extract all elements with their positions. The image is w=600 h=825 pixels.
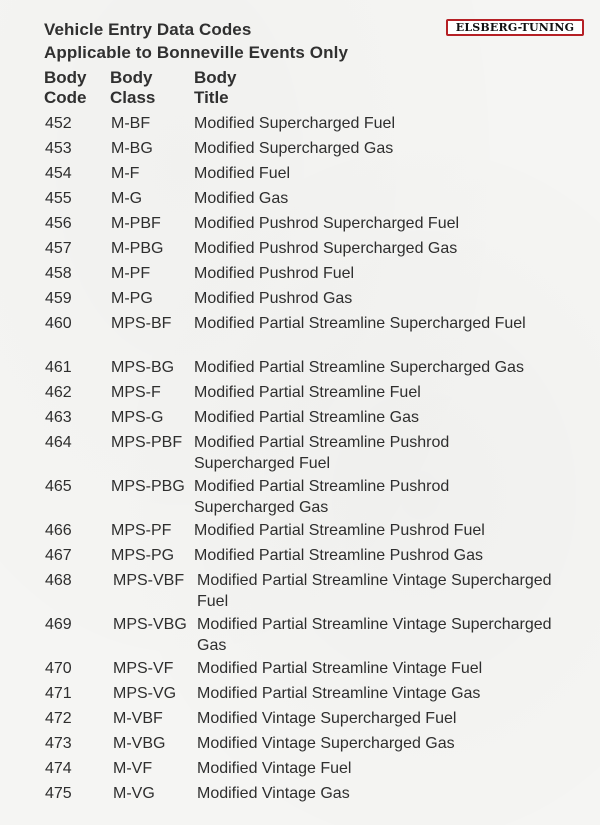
body-title-cell: Modified Vintage Supercharged Fuel	[197, 710, 457, 727]
table-row	[0, 138, 600, 163]
body-title-cell: Modified Partial Streamline Pushrod Supercharged Gas	[194, 478, 450, 516]
body-title-cell: Modified Partial Streamline Gas	[194, 409, 419, 426]
body-class-cell: M-G	[111, 190, 143, 207]
body-code-cell: 455	[45, 190, 72, 207]
body-title-cell: Modified Partial Streamline Vintage Supercharged Fuel	[197, 572, 552, 610]
body-class-cell: M-F	[111, 165, 140, 182]
body-class-cell: MPS-VBF	[113, 572, 185, 589]
body-title-cell: Modified Partial Streamline Vintage Supercharged Gas	[197, 616, 552, 654]
table-row	[0, 683, 600, 708]
table-row	[0, 708, 600, 733]
table-row	[0, 213, 600, 238]
body-class-cell: M-PBF	[111, 215, 161, 232]
body-title-cell: Modified Pushrod Gas	[194, 290, 353, 307]
table-row	[0, 263, 600, 288]
table-row	[0, 614, 600, 658]
body-class-cell: M-VF	[113, 760, 153, 777]
body-class-cell: M-PG	[111, 290, 153, 307]
body-class-cell: M-PBG	[111, 240, 164, 257]
body-code-cell: 461	[45, 359, 72, 376]
body-title-cell: Modified Partial Streamline Vintage Fuel	[197, 660, 483, 677]
body-class-cell: MPS-PF	[111, 522, 172, 539]
body-class-cell: M-VG	[113, 785, 155, 802]
body-title-cell: Modified Partial Streamline Vintage Gas	[197, 685, 481, 702]
document-subtitle: Applicable to Bonneville Events Only	[44, 43, 348, 62]
table-row	[0, 570, 600, 614]
table-row	[0, 382, 600, 407]
body-code-cell: 474	[45, 760, 72, 777]
body-code-cell: 470	[45, 660, 72, 677]
body-code-cell: 465	[45, 478, 72, 495]
body-class-cell: M-BG	[111, 140, 153, 157]
table-row	[0, 313, 600, 357]
body-class-cell: MPS-F	[111, 384, 161, 401]
codes-table	[0, 113, 600, 808]
body-code-cell: 466	[45, 522, 72, 539]
body-code-cell: 457	[45, 240, 72, 257]
table-row	[0, 545, 600, 570]
body-class-cell: MPS-PG	[111, 547, 175, 564]
body-title-cell: Modified Partial Streamline Supercharged Gas	[194, 359, 524, 376]
body-code-cell: 467	[45, 547, 72, 564]
body-code-cell: 463	[45, 409, 72, 426]
table-row	[0, 520, 600, 545]
body-title-cell: Modified Vintage Supercharged Gas	[197, 735, 455, 752]
body-title-cell: Modified Partial Streamline Pushrod Supercharged Fuel	[194, 434, 450, 472]
table-row	[0, 783, 600, 808]
table-row	[0, 658, 600, 683]
body-title-cell: Modified Partial Streamline Pushrod Gas	[194, 547, 484, 564]
table-row	[0, 733, 600, 758]
body-class-cell: MPS-PBF	[111, 434, 183, 451]
column-header-body-code: Body Code	[44, 68, 87, 107]
table-row	[0, 113, 600, 138]
table-row	[0, 163, 600, 188]
body-title-cell: Modified Partial Streamline Fuel	[194, 384, 421, 401]
column-header-body-class: Body Class	[110, 68, 156, 107]
document-title: Vehicle Entry Data Codes	[44, 20, 252, 39]
table-row	[0, 758, 600, 783]
body-code-cell: 460	[45, 315, 72, 332]
body-title-cell: Modified Partial Streamline Pushrod Fuel	[194, 522, 485, 539]
body-code-cell: 452	[45, 115, 72, 132]
body-code-cell: 458	[45, 265, 72, 282]
body-class-cell: MPS-VG	[113, 685, 177, 702]
body-title-cell: Modified Vintage Fuel	[197, 760, 352, 777]
table-row	[0, 288, 600, 313]
body-title-cell: Modified Supercharged Fuel	[194, 115, 396, 132]
body-class-cell: M-PF	[111, 265, 151, 282]
body-title-cell: Modified Pushrod Fuel	[194, 265, 355, 282]
body-code-cell: 462	[45, 384, 72, 401]
table-row	[0, 476, 600, 520]
body-class-cell: MPS-BG	[111, 359, 175, 376]
body-code-cell: 456	[45, 215, 72, 232]
body-code-cell: 471	[45, 685, 72, 702]
body-code-cell: 468	[45, 572, 72, 589]
body-class-cell: MPS-BF	[111, 315, 172, 332]
body-code-cell: 464	[45, 434, 72, 451]
body-code-cell: 472	[45, 710, 72, 727]
body-class-cell: M-VBG	[113, 735, 166, 752]
body-code-cell: 454	[45, 165, 72, 182]
body-class-cell: M-BF	[111, 115, 151, 132]
body-code-cell: 453	[45, 140, 72, 157]
body-code-cell: 473	[45, 735, 72, 752]
body-class-cell: MPS-PBG	[111, 478, 185, 495]
body-class-cell: M-VBF	[113, 710, 163, 727]
body-code-cell: 459	[45, 290, 72, 307]
body-title-cell: Modified Supercharged Gas	[194, 140, 394, 157]
body-class-cell: MPS-VBG	[113, 616, 187, 633]
body-class-cell: MPS-G	[111, 409, 164, 426]
body-class-cell: MPS-VF	[113, 660, 174, 677]
table-row	[0, 407, 600, 432]
table-row	[0, 188, 600, 213]
table-row	[0, 432, 600, 476]
body-title-cell: Modified Fuel	[194, 165, 291, 182]
body-title-cell: Modified Vintage Gas	[197, 785, 350, 802]
body-title-cell: Modified Gas	[194, 190, 289, 207]
table-row	[0, 238, 600, 263]
table-row	[0, 357, 600, 382]
body-title-cell: Modified Pushrod Supercharged Gas	[194, 240, 458, 257]
body-code-cell: 469	[45, 616, 72, 633]
body-title-cell: Modified Partial Streamline Supercharged Fuel	[194, 315, 526, 332]
body-code-cell: 475	[45, 785, 72, 802]
column-header-body-title: Body Title	[194, 68, 237, 107]
elsberg-tuning-logo: ELSBERG-TUNING	[446, 19, 584, 36]
body-title-cell: Modified Pushrod Supercharged Fuel	[194, 215, 460, 232]
